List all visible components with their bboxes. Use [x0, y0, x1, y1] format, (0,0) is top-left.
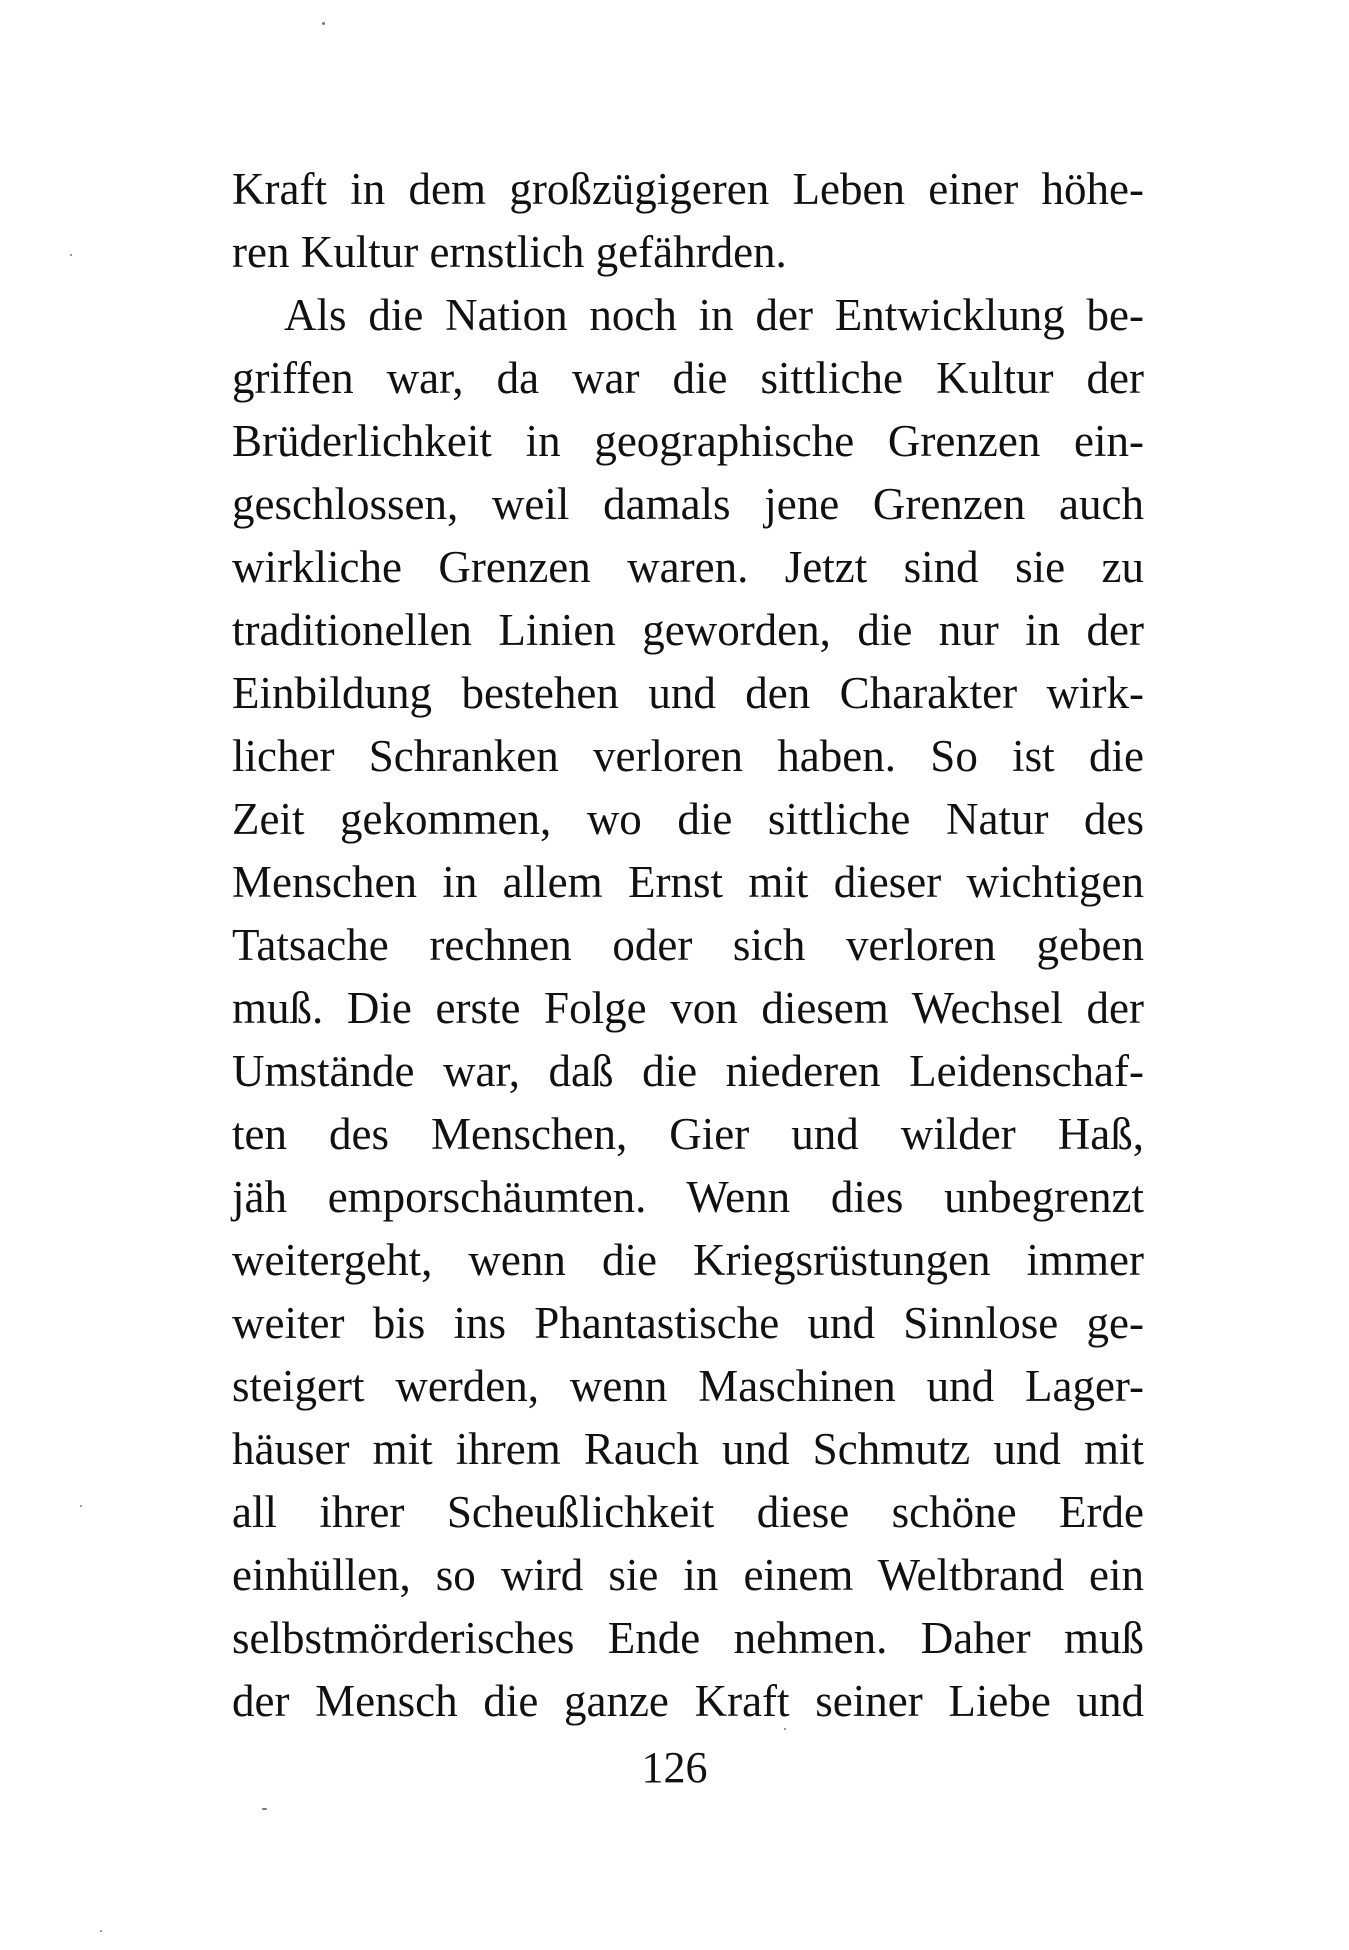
text-line: all ihrer Scheußlichkeit diese schöne Erde: [232, 1487, 1144, 1537]
text-line: traditionellen Linien geworden, die nur in der: [232, 605, 1144, 655]
text-line: muß. Die erste Folge von diesem Wechsel der: [232, 983, 1144, 1033]
text-line: ren Kultur ernstlich gefährden.: [232, 227, 787, 277]
text-line: einhüllen, so wird sie in einem Weltbrand ein: [232, 1550, 1144, 1600]
body-text: [232, 158, 1144, 1733]
scan-speck: [322, 22, 325, 25]
text-line: geschlossen, weil damals jene Grenzen auch: [232, 479, 1144, 529]
text-line: Tatsache rechnen oder sich verloren geben: [232, 920, 1144, 970]
text-line: wirkliche Grenzen waren. Jetzt sind sie zu: [232, 542, 1144, 592]
text-line: weitergeht, wenn die Kriegsrüstungen immer: [232, 1235, 1144, 1285]
text-line: griffen war, da war die sittliche Kultur der: [232, 353, 1144, 403]
scan-speck: [100, 1930, 102, 1932]
paragraph-start-line: Als die Nation noch in der Entwicklung be-: [284, 290, 1144, 340]
text-line: häuser mit ihrem Rauch und Schmutz und mit: [232, 1424, 1144, 1474]
text-line: ten des Menschen, Gier und wilder Haß,: [232, 1109, 1144, 1159]
scan-speck: [70, 254, 72, 256]
text-line: Kraft in dem großzügigeren Leben einer höhe-: [232, 164, 1144, 214]
scan-speck: [784, 1728, 786, 1730]
scan-speck: [262, 1808, 267, 1810]
text-line: weiter bis ins Phantastische und Sinnlose ge-: [232, 1298, 1144, 1348]
scan-speck: [80, 1505, 82, 1507]
text-line: Einbildung bestehen und den Charakter wirk-: [232, 668, 1144, 718]
text-line: jäh emporschäumten. Wenn dies unbegrenzt: [232, 1172, 1144, 1222]
text-line: steigert werden, wenn Maschinen und Lager-: [232, 1361, 1144, 1411]
text-line: Menschen in allem Ernst mit dieser wichtigen: [232, 857, 1144, 907]
page-number: 126: [641, 1743, 708, 1792]
text-line: Umstände war, daß die niederen Leidenschaf-: [232, 1046, 1144, 1096]
text-line: Brüderlichkeit in geographische Grenzen ein-: [232, 416, 1144, 466]
text-line: licher Schranken verloren haben. So ist die: [232, 731, 1144, 781]
text-line: selbstmörderisches Ende nehmen. Daher muß: [232, 1613, 1144, 1663]
text-line: der Mensch die ganze Kraft seiner Liebe und: [232, 1676, 1144, 1726]
text-line: Zeit gekommen, wo die sittliche Natur des: [232, 794, 1144, 844]
